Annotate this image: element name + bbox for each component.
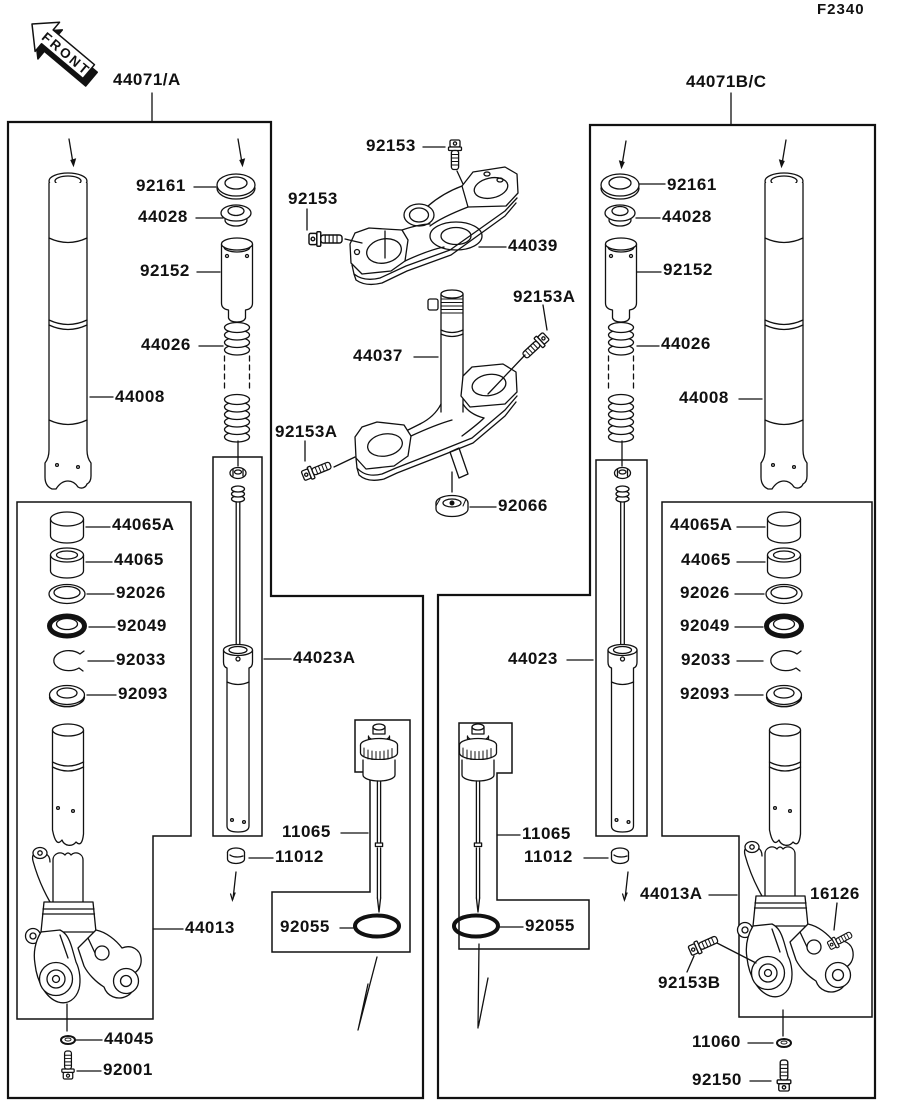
washer-44045: [61, 1036, 75, 1044]
right-fork-cap-assy: [454, 724, 498, 937]
part-label-92049-37: 92049: [680, 616, 730, 635]
part-label-44023-22: 44023: [508, 649, 558, 668]
part-label-92093-10: 92093: [118, 684, 168, 703]
part-label-44039-16: 44039: [508, 236, 558, 255]
front-direction-arrow: [17, 9, 106, 93]
part-label-44065-35: 44065: [681, 550, 731, 569]
part-label-92033-9: 92033: [116, 650, 166, 669]
lower-triple-clamp-44037: [355, 290, 517, 480]
part-label-92049-8: 92049: [117, 616, 167, 635]
bolt-92001: [62, 1051, 74, 1079]
part-label-92153a-17: 92153A: [513, 287, 576, 306]
right-damper-assy-44023: [608, 468, 637, 833]
right-bushing-11012: [612, 848, 629, 864]
part-label-92150-44: 92150: [692, 1070, 742, 1089]
part-label-11012-24: 11012: [275, 847, 324, 866]
part-label-11012-27: 11012: [524, 847, 573, 866]
bolt-92153b: [687, 933, 719, 957]
left-fork-tube-44008: [45, 173, 91, 489]
front-arrow-label: FRONT: [38, 29, 94, 79]
part-label-92026-36: 92026: [680, 583, 730, 602]
part-label-44013a-40: 44013A: [640, 884, 703, 903]
left-axle-holder-44013: [26, 848, 142, 1003]
washer-11060: [777, 1039, 791, 1047]
left-damper-assy-44023a: [224, 468, 253, 833]
bolt-92153-left: [309, 232, 342, 247]
part-label-44026-3: 44026: [141, 335, 191, 354]
left-bushing-11012: [228, 848, 245, 864]
part-label-92153-14: 92153: [366, 136, 416, 155]
part-label-44065a-5: 44065A: [112, 515, 175, 534]
part-label-92093-39: 92093: [680, 684, 730, 703]
part-label-44065a-34: 44065A: [670, 515, 733, 534]
part-label-44013-11: 44013: [185, 918, 235, 937]
assembly-label-right: 44071B/C: [686, 72, 767, 91]
bolt-92153-top: [449, 140, 462, 170]
bolt-92153a-upper: [520, 331, 550, 361]
bolt-92150: [777, 1060, 791, 1091]
figure-code: F2340: [817, 1, 865, 18]
part-label-92153a-19: 92153A: [275, 422, 338, 441]
right-fork-tube-44008: [761, 173, 807, 489]
part-label-11065-23: 11065: [282, 822, 331, 841]
part-label-92001-13: 92001: [103, 1060, 153, 1079]
part-label-92153-15: 92153: [288, 189, 338, 208]
part-label-92161-29: 92161: [667, 175, 717, 194]
part-drawings: [26, 140, 854, 1091]
assembly-label-left: 44071/A: [113, 70, 181, 89]
right-seal-stack: [766, 512, 802, 845]
part-label-44028-30: 44028: [662, 207, 712, 226]
part-label-92026-7: 92026: [116, 583, 166, 602]
grommet-92066: [436, 496, 468, 517]
part-label-16126-41: 16126: [810, 884, 860, 903]
part-label-92055-25: 92055: [280, 917, 330, 936]
part-label-44028-1: 44028: [138, 207, 188, 226]
part-label-92161-0: 92161: [136, 176, 186, 195]
part-label-92033-38: 92033: [681, 650, 731, 669]
part-label-44026-32: 44026: [661, 334, 711, 353]
part-label-11060-43: 11060: [692, 1032, 741, 1051]
bolt-92153a-lower: [301, 459, 333, 482]
part-label-11065-26: 11065: [522, 824, 571, 843]
part-label-44008-4: 44008: [115, 387, 165, 406]
part-label-44045-12: 44045: [104, 1029, 154, 1048]
part-label-92055-28: 92055: [525, 916, 575, 935]
part-label-44023a-21: 44023A: [293, 648, 356, 667]
part-label-92066-20: 92066: [498, 496, 548, 515]
left-fork-cap-assy: [355, 724, 399, 937]
part-label-92152-2: 92152: [140, 261, 190, 280]
upper-triple-clamp-44039: [350, 167, 518, 284]
part-label-44065-6: 44065: [114, 550, 164, 569]
part-label-44008-33: 44008: [679, 388, 729, 407]
left-seal-stack: [49, 512, 85, 845]
part-label-92153b-42: 92153B: [658, 973, 721, 992]
right-cap-spring-column: [601, 174, 639, 466]
part-label-44037-18: 44037: [353, 346, 403, 365]
part-label-92152-31: 92152: [663, 260, 713, 279]
